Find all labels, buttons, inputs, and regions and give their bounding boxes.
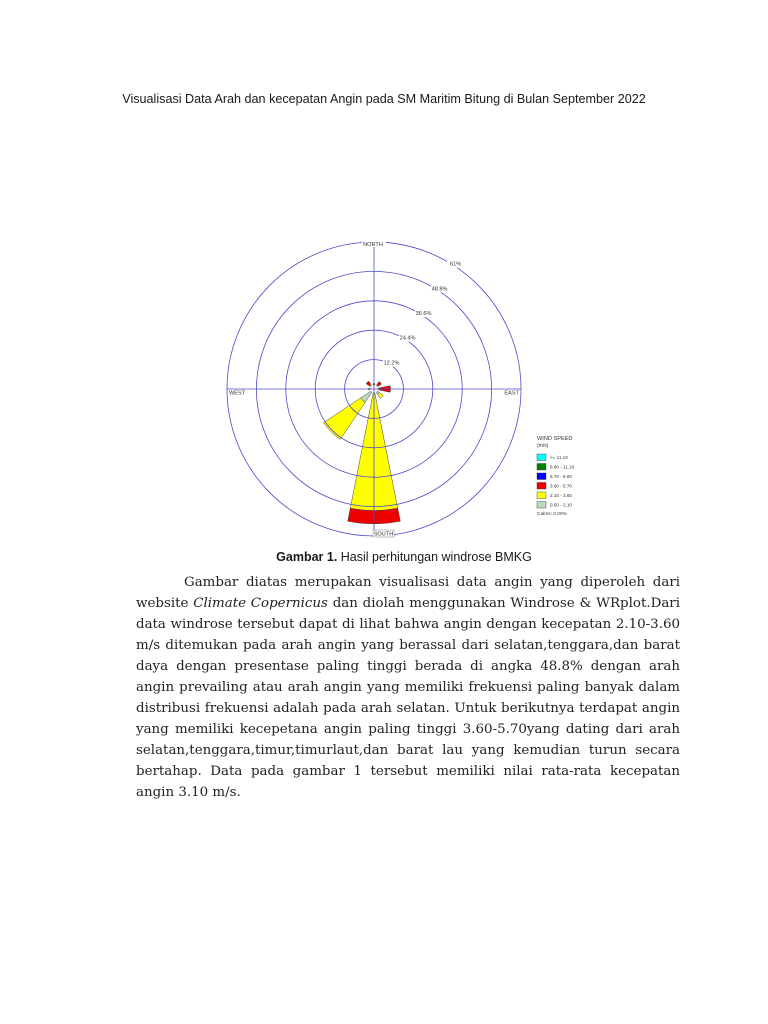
windrose-legend	[537, 436, 575, 517]
document-title: Visualisasi Data Arah dan kecepatan Angin pada SM Maritim Bitung di Bulan September 2022	[122, 92, 646, 106]
legend-unit: (m/s)	[537, 443, 549, 449]
ring-label-2: 24.4%	[399, 335, 416, 342]
paragraph-part2: dan diolah menggunakan Windrose & WRplot.Dari data windrose tersebut dapat di lihat bahwa angin dengan kecepatan 2.10-3.60 m/s ditemukan pada arah angin yang berassal dari selatan,tenggara,dan barat daya dengan presentase paling tinggi berada di angka 48.8% dengan arah angin prevailing atau arah angin yang memiliki frekuensi paling banyak dalam distribusi frekuensi adalah pada arah selatan. Untuk berikutnya terdapat angin yang memiliki kecepetana angin paling tinggi 3.60-5.70yang dating dari arah selatan,tenggara,timur,timurlaut,dan barat lau yang kemudian turun secara bertahap. Data pada gambar 1 tersebut memiliki nilai rata-rata kecepatan angin 3.10 m/s.	[136, 596, 680, 800]
paragraph-part1: Gambar diatas merupakan visualisasi data angin yang diperoleh dari website	[136, 575, 680, 611]
ring-label-4: 48.8%	[431, 286, 448, 293]
legend-label-1: >= 11.10	[550, 455, 568, 461]
legend-swatch-4	[537, 483, 546, 490]
legend-label-4: 3.60 - 5.70	[550, 483, 572, 489]
legend-swatch-1	[537, 454, 546, 461]
legend-label-6: 0.50 - 2.10	[550, 502, 572, 508]
legend-title: WIND SPEED	[537, 436, 573, 442]
caption-label: Gambar 1.	[276, 550, 338, 564]
west-label: WEST	[229, 390, 246, 397]
figure-caption	[0, 550, 768, 564]
windrose-grid	[227, 242, 521, 536]
ring-label-5: 61%	[449, 261, 462, 268]
legend-swatch-6	[537, 502, 546, 509]
legend-swatch-3	[537, 473, 546, 480]
legend-swatch-2	[537, 464, 546, 471]
windrose-sectors	[324, 381, 401, 524]
south-label: SOUTH	[373, 531, 394, 538]
north-label: NORTH	[363, 242, 383, 248]
east-label: EAST	[504, 390, 519, 397]
paragraph-italic: Climate Copernicus	[193, 596, 328, 611]
legend-calms: Calms: 0.00%	[537, 512, 567, 517]
sector-ne-bin-3	[377, 381, 382, 386]
caption-text: Hasil perhitungan windrose BMKG	[337, 550, 532, 564]
legend-swatch-5	[537, 492, 546, 499]
legend-label-5: 2.10 - 3.60	[550, 493, 572, 499]
ring-label-3: 36.6%	[415, 311, 432, 318]
ring-label-1: 12.2%	[383, 360, 400, 367]
sector-sw-bin-2	[324, 398, 365, 439]
legend-label-2: 8.80 - 11.10	[550, 464, 575, 470]
legend-label-3: 5.70 - 8.80	[550, 474, 572, 480]
sector-se-bin-2	[378, 393, 384, 399]
body-paragraph	[136, 572, 680, 803]
sector-nw-bin-3	[366, 381, 371, 386]
